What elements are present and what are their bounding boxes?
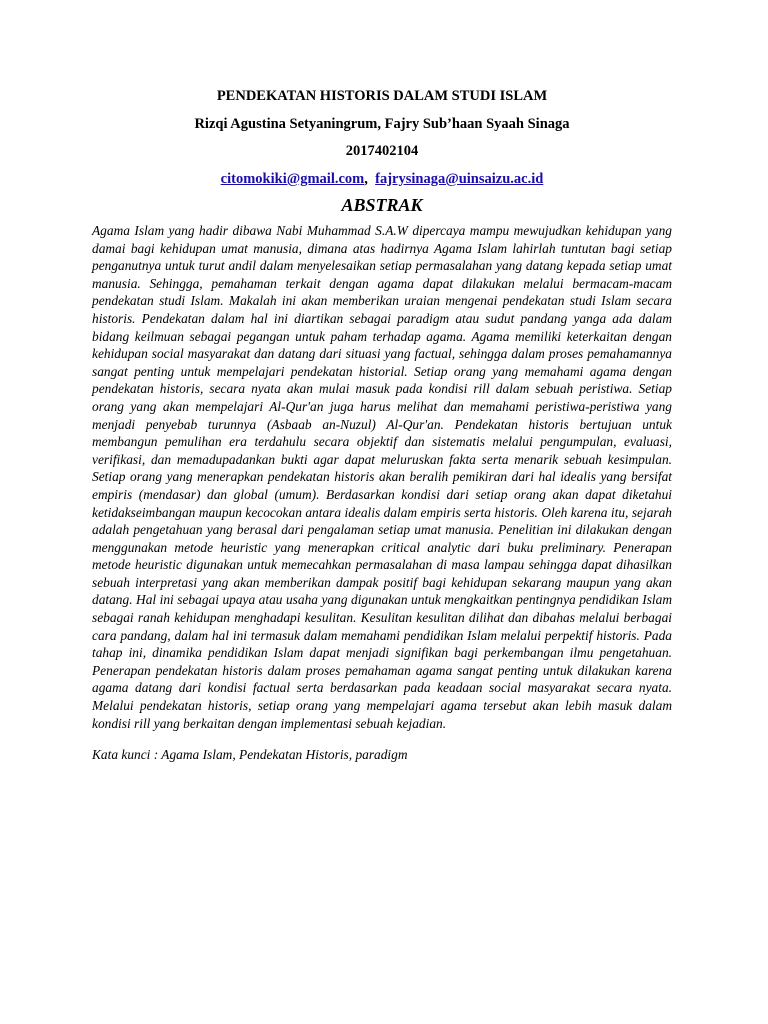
email-separator: ,	[364, 171, 368, 187]
paper-title: PENDEKATAN HISTORIS DALAM STUDI ISLAM	[216, 88, 548, 104]
keywords: Kata kunci : Agama Islam, Pendekatan Historis, paradigm	[92, 747, 408, 763]
author-emails	[92, 171, 672, 188]
email-link-second[interactable]: fajrysinaga@uinsaizu.ac.id	[375, 171, 544, 187]
student-id: 2017402104	[345, 143, 419, 159]
email-link-first[interactable]: citomokiki@gmail.com	[220, 171, 365, 187]
abstract-body: Agama Islam yang hadir dibawa Nabi Muhammad S.A.W dipercaya mampu mewujudkan kehidupan yang damai bagi kehidupan umat manusia, dimana atas hadirnya Agama Islam lahirlah tuntutan bagi setiap penganutnya untuk turut andil dalam menyelesaikan setiap permasalahan yang datang kepada setiap umat manusia. Sehingga, pemahaman terkait dengan agama dapat dilakukan melalui bermacam-macam pendekatan studi Islam. Makalah ini akan memberikan uraian mengenai pendekatan studi Islam secara historis. Pendekatan dalam hal ini diartikan sebagai paradigm atau sudut pandang yanga ada dalam bidang keilmuan sebagai pegangan untuk paham terhadap agama. Agama memiliki keterkaitan dengan kehidupan social masyarakat dan datang dari situasi yang factual, sehingga dalam proses pemahamannya sangat penting untuk mempelajari pendekatan historial. Setiap orang yang memahami agama dengan pendekatan historis, secara nyata akan mulai masuk pada kondisi rill dalam sebuah peristiwa. Setiap orang yang akan mempelajari Al-Qur'an juga harus melihat dan memahami peristiwa-peristiwa yang menjadi penyebab turunnya (Asbaab an-Nuzul) Al-Qur'an. Pendekatan historis bertujuan untuk membangun pemulihan era terdahulu secara objektif dan sistematis melalui pengumpulan, evaluasi, verifikasi, dan memadupadankan bukti agar dapat meluruskan fakta serta menarik sebuah kesimpulan. Setiap orang yang menerapkan pendekatan historis akan beralih pemikiran dari hal idealis yang bersifat empiris (mendasar) dan global (umum). Berdasarkan kondisi dari setiap orang akan dapat diketahui ketidakseimbangan maupun kecocokan antara idealis dalam empiris serta historis. Oleh karena itu, sejarah adalah pengetahuan yang berasal dari pengalaman setiap umat manusia. Penelitian ini dilakukan dengan menggunakan metode heuristic yang menerapkan critical analytic dari buku preliminary. Penerapan metode heuristic digunakan untuk memecahkan permasalahan di masa lampau sehingga dapat dihasilkan sebuah interpretasi yang akan memberikan dampak positif bagi kehidupan sekarang maupun yang akan datang. Hal ini sebagai upaya atau usaha yang digunakan untuk mengkaitkan pentingnya pendidikan Islam sebagai ranah kehidupan menghadapi kesulitan. Kesulitan kesulitan dilihat dan dibahas melalui berbagai cara pandang, dalam hal ini termasuk dalam memahami pendidikan Islam melalui perpektif historis. Pada tahap ini, dinamika pendidikan Islam dapat menjadi signifikan bagi perkembangan ilmu pengetahuan. Penerapan pendekatan historis dalam proses pemahaman agama sangat penting untuk dilakukan karena agama datang dari kondisi factual serta berdasarkan pada keadaan social masyarakat secara nyata. Melalui pendekatan historis, setiap orang yang mempelajari agama tersebut akan lebih masuk dalam kondisi rill yang berkaitan dengan implementasi sebuah kejadian.	[92, 223, 672, 731]
abstract-heading: ABSTRAK	[341, 195, 423, 215]
paper-authors: Rizqi Agustina Setyaningrum, Fajry Sub’haan Syaah Sinaga	[194, 116, 570, 132]
